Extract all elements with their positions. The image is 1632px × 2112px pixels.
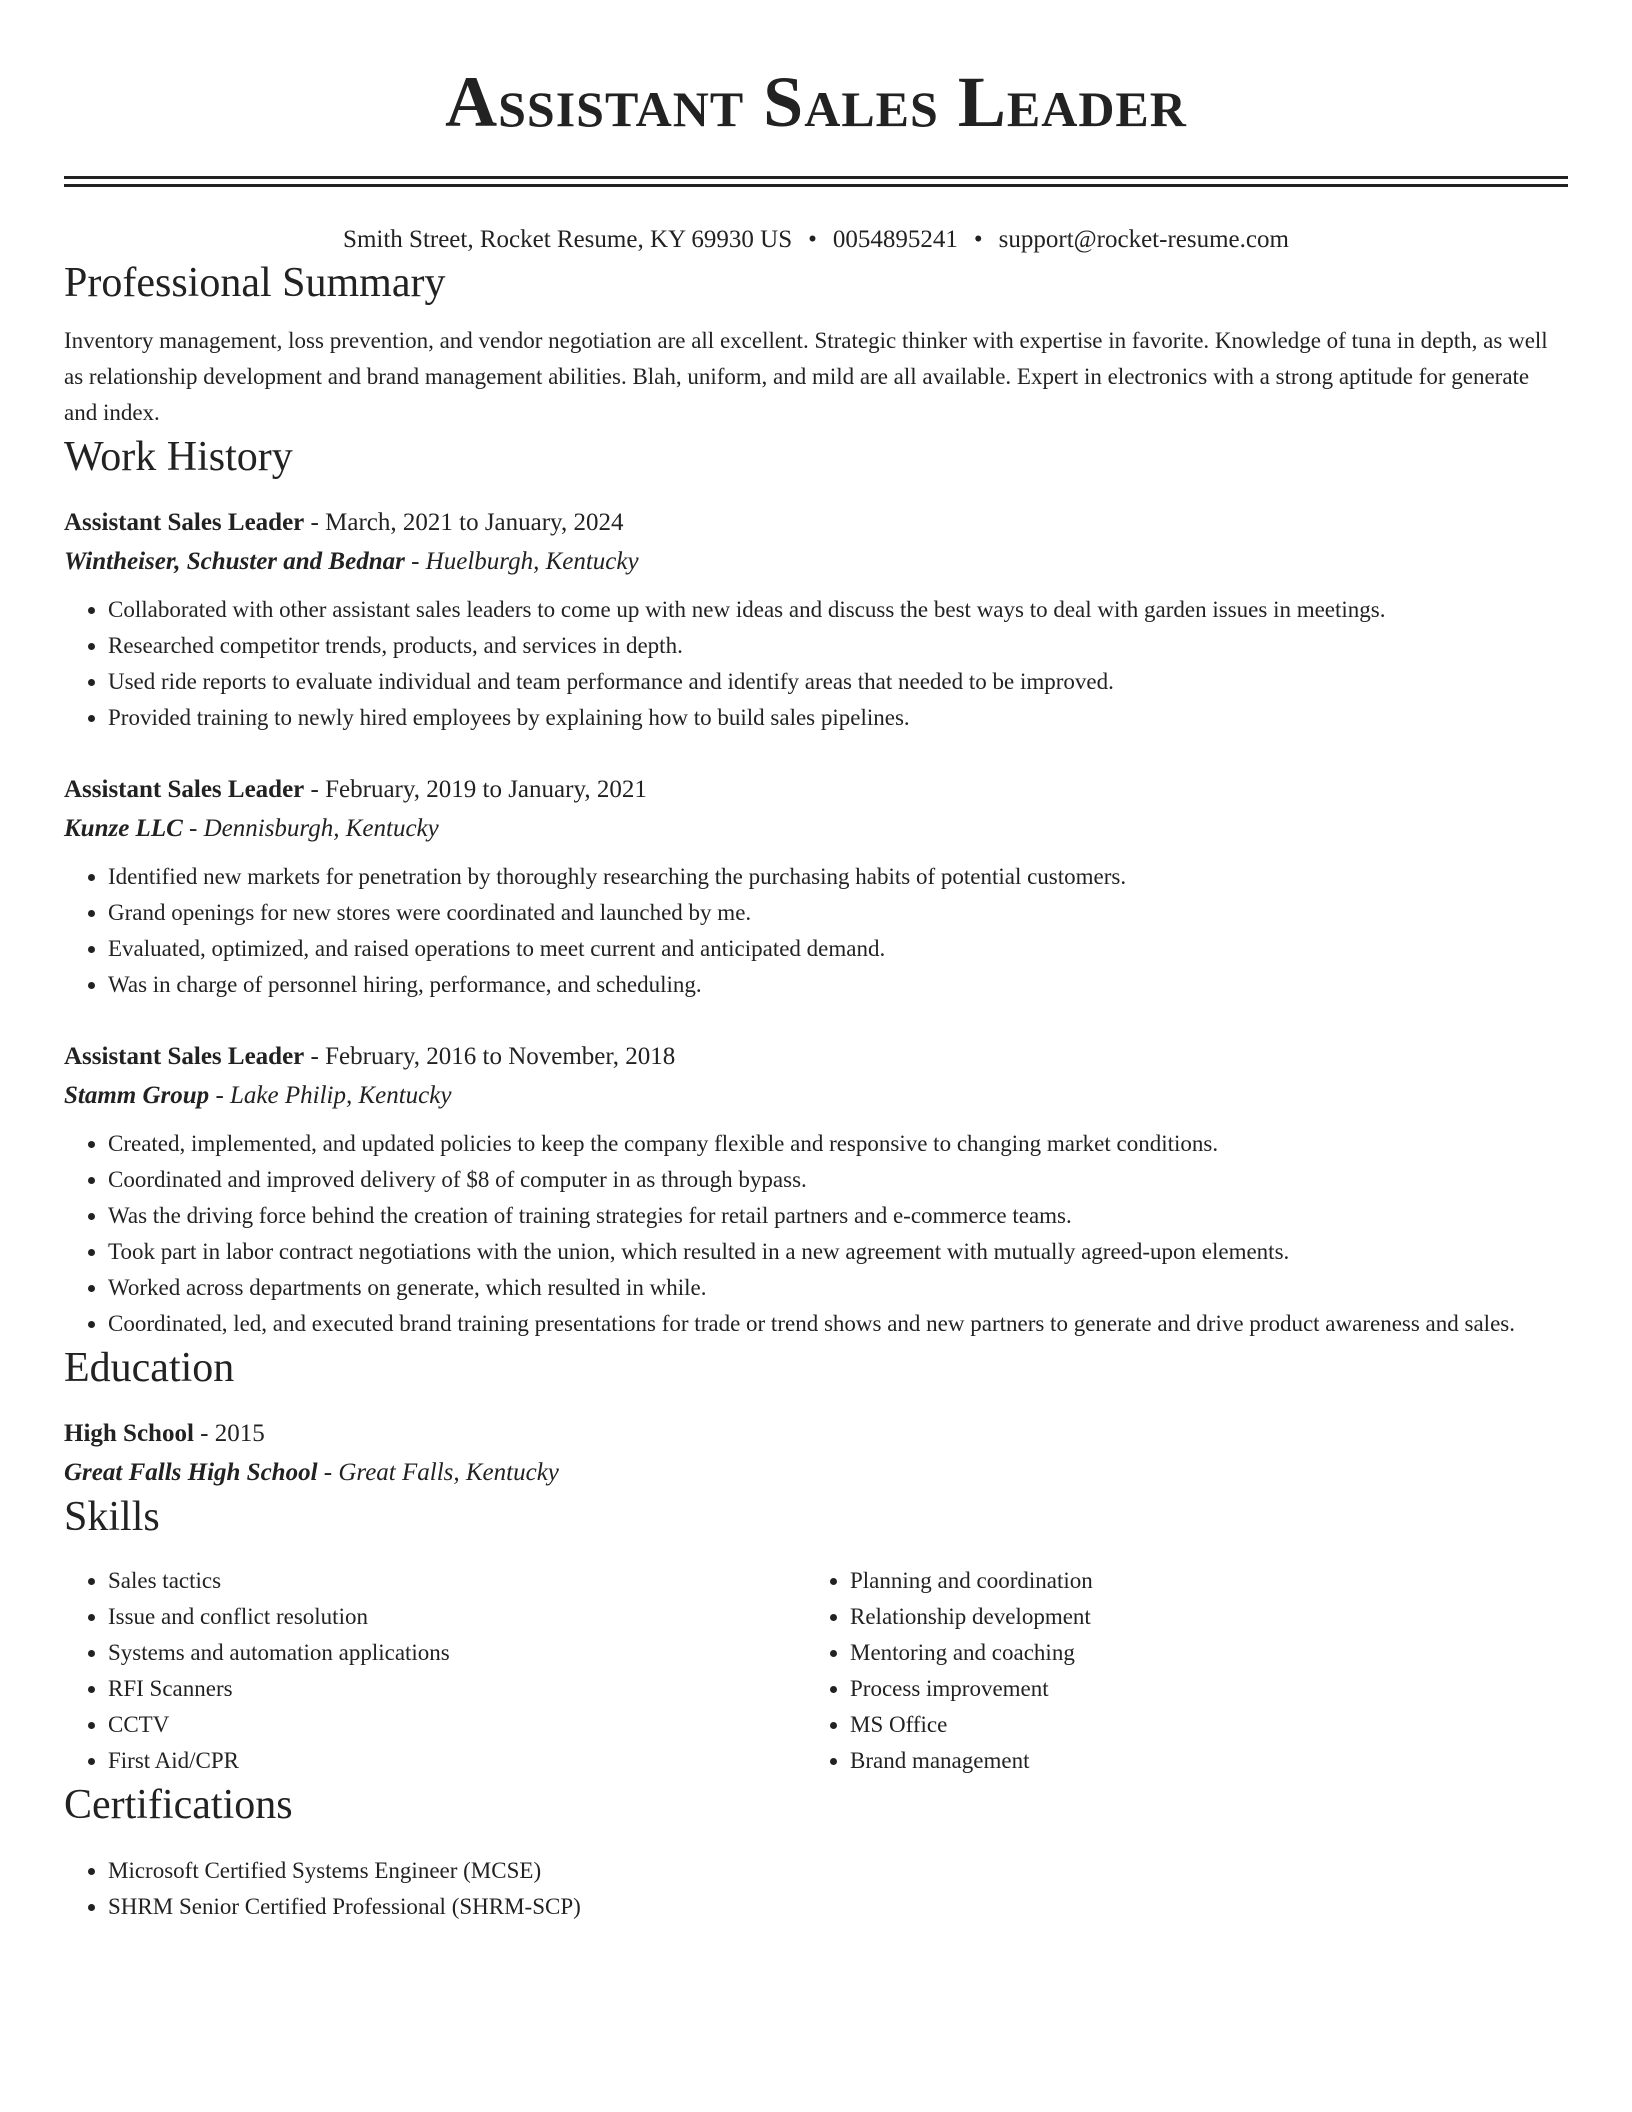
- skill-item: • MS Office: [850, 1707, 1548, 1743]
- job-role: Assistant Sales Leader: [64, 1043, 305, 1070]
- skill-item: • Systems and automation applications: [108, 1635, 806, 1671]
- skills-list-right: [806, 1563, 1548, 1779]
- job-location: - Dennisburgh, Kentucky: [182, 815, 439, 842]
- list-item: • Was the driving force behind the creation of training strategies for retail partners and e-commerce teams.: [108, 1198, 1568, 1234]
- section-title-education: Education: [64, 1345, 235, 1391]
- skill-item: • Relationship development: [850, 1599, 1548, 1635]
- certification-item: • Microsoft Certified Systems Engineer (MCSE): [108, 1853, 1568, 1889]
- list-item: • Collaborated with other assistant sales leaders to come up with new ideas and discuss the best ways to deal with garden issues in meetings.: [108, 592, 1568, 628]
- list-item: • Provided training to newly hired employees by explaining how to build sales pipelines.: [108, 700, 1568, 736]
- skills-list-left: [64, 1563, 806, 1779]
- contact-address: Smith Street, Rocket Resume, KY 69930 US: [343, 226, 793, 253]
- job-company: Kunze LLC: [64, 815, 183, 842]
- education-heading: [64, 1416, 1568, 1452]
- education-entry: [64, 1416, 1568, 1491]
- list-item: • Coordinated, led, and executed brand training presentations for trade or trend shows and new partners to generate and drive product awareness and sales.: [108, 1306, 1568, 1342]
- job-bullets: [64, 592, 1568, 736]
- skill-item: • First Aid/CPR: [108, 1743, 806, 1779]
- skill-item: • Brand management: [850, 1743, 1548, 1779]
- education-location: - Great Falls, Kentucky: [317, 1459, 559, 1486]
- certification-item: • SHRM Senior Certified Professional (SHRM-SCP): [108, 1889, 1568, 1925]
- summary-text: Inventory management, loss prevention, and vendor negotiation are all excellent. Strategic thinker with expertise in favorite. Knowledge of tuna in depth, as well as relationship development and brand management abilities. Blah, uniform, and mild are all available. Expert in electronics with a strong aptitude for generate and index.: [64, 328, 1548, 425]
- skill-item: • Mentoring and coaching: [850, 1635, 1548, 1671]
- list-item: • Was in charge of personnel hiring, performance, and scheduling.: [108, 967, 1568, 1003]
- job-entry: [64, 772, 1568, 1003]
- contact-line: [64, 223, 1568, 257]
- skill-item: • RFI Scanners: [108, 1671, 806, 1707]
- job-company: Wintheiser, Schuster and Bednar: [64, 548, 405, 575]
- list-item: • Took part in labor contract negotiations with the union, which resulted in a new agreement with mutually agreed-upon elements.: [108, 1234, 1568, 1270]
- job-heading: [64, 505, 1568, 541]
- contact-separator: •: [973, 226, 983, 253]
- education-school-line: [64, 1455, 1568, 1491]
- skill-item: • Sales tactics: [108, 1563, 806, 1599]
- list-item: • Evaluated, optimized, and raised operations to meet current and anticipated demand.: [108, 931, 1568, 967]
- skill-item: • Process improvement: [850, 1671, 1548, 1707]
- skill-item: • CCTV: [108, 1707, 806, 1743]
- list-item: • Worked across departments on generate, which resulted in while.: [108, 1270, 1568, 1306]
- job-employer: [64, 1078, 1568, 1114]
- contact-email: support@rocket-resume.com: [998, 226, 1289, 253]
- job-bullets: [64, 1126, 1568, 1342]
- list-item: • Coordinated and improved delivery of $8 of computer in as through bypass.: [108, 1162, 1568, 1198]
- list-item: • Used ride reports to evaluate individual and team performance and identify areas that needed to be improved.: [108, 664, 1568, 700]
- skills-columns: [64, 1563, 1568, 1779]
- job-role: Assistant Sales Leader: [64, 776, 305, 803]
- job-dates: - February, 2019 to January, 2021: [304, 776, 647, 803]
- job-role: Assistant Sales Leader: [64, 509, 305, 536]
- job-employer: [64, 544, 1568, 580]
- section-title-skills: Skills: [64, 1494, 160, 1540]
- job-heading: [64, 1039, 1568, 1075]
- skill-item: • Planning and coordination: [850, 1563, 1548, 1599]
- list-item: • Created, implemented, and updated policies to keep the company flexible and responsive to changing market conditions.: [108, 1126, 1568, 1162]
- contact-separator: •: [808, 226, 817, 253]
- section-title-summary: Professional Summary: [64, 260, 446, 306]
- job-dates: - March, 2021 to January, 2024: [304, 509, 624, 536]
- list-item: • Identified new markets for penetration by thoroughly researching the purchasing habits of potential customers.: [108, 859, 1568, 895]
- section-title-certifications: Certifications: [64, 1782, 293, 1828]
- list-item: • Grand openings for new stores were coordinated and launched by me.: [108, 895, 1568, 931]
- list-item: • Researched competitor trends, products, and services in depth.: [108, 628, 1568, 664]
- education-degree: High School: [64, 1420, 194, 1447]
- education-year: - 2015: [193, 1420, 265, 1447]
- job-entry: [64, 505, 1568, 736]
- header-double-rule: [64, 176, 1568, 187]
- certifications-list: [64, 1853, 1568, 1925]
- contact-phone: 0054895241: [832, 226, 958, 253]
- resume-name-title: Assistant Sales Leader: [445, 62, 1187, 142]
- job-company: Stamm Group: [64, 1082, 210, 1109]
- section-title-work-history: Work History: [64, 434, 293, 480]
- job-bullets: [64, 859, 1568, 1003]
- job-entry: [64, 1039, 1568, 1342]
- education-school: Great Falls High School: [64, 1459, 318, 1486]
- job-location: - Lake Philip, Kentucky: [209, 1082, 452, 1109]
- skill-item: • Issue and conflict resolution: [108, 1599, 806, 1635]
- job-employer: [64, 811, 1568, 847]
- job-dates: - February, 2016 to November, 2018: [304, 1043, 676, 1070]
- job-heading: [64, 772, 1568, 808]
- job-location: - Huelburgh, Kentucky: [404, 548, 639, 575]
